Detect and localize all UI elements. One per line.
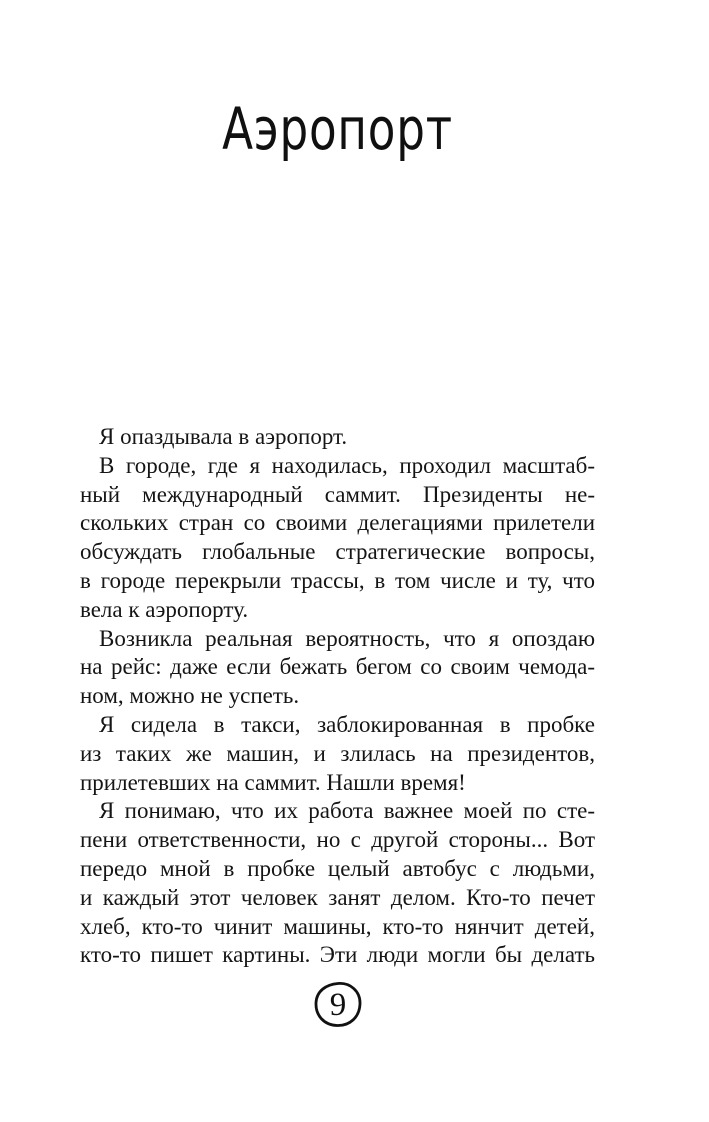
text-line: и каждый этот человек занят делом. Кто-то печет	[80, 884, 595, 910]
text-line: пени ответственности, но с другой стороны... Вот	[80, 827, 595, 853]
text-line: хлеб, кто-то чинит машины, кто-то нянчит детей,	[80, 913, 595, 939]
text-line: кто-то пишет картины. Эти люди могли бы делать	[80, 942, 595, 968]
text-line: ный международный саммит. Президенты не-	[80, 481, 595, 507]
text-line: вела к аэропорту.	[80, 596, 249, 622]
text-line: на рейс: даже если бежать бегом со своим чемода-	[80, 654, 595, 680]
chapter-title: Аэропорт	[222, 95, 453, 163]
text-line: из таких же машин, и злилась на президентов,	[80, 740, 595, 766]
text-line: Я понимаю, что их работа важнее моей по сте-	[99, 798, 595, 824]
text-line: обсуждать глобальные стратегические вопросы,	[80, 539, 595, 565]
text-line: скольких стран со своими делегациями прилетели	[80, 510, 595, 536]
text-line: передо мной в пробке целый автобус с людьми,	[80, 855, 595, 881]
page-number-badge	[312, 980, 364, 1030]
text-line: В городе, где я находилась, проходил масштаб-	[99, 452, 595, 478]
text-line: Возникла реальная вероятность, что я опоздаю	[99, 625, 595, 651]
page-number: 9	[329, 987, 347, 1023]
text-line: Я опаздывала в аэропорт.	[99, 424, 348, 449]
body-text	[80, 423, 595, 970]
text-line: Я сидела в такси, заблокированная в пробке	[99, 711, 595, 737]
text-line: в городе перекрыли трассы, в том числе и ту, что	[80, 567, 595, 593]
text-line: ном, можно не успеть.	[80, 683, 300, 709]
text-line: прилетевших на саммит. Нашли время!	[80, 769, 466, 795]
